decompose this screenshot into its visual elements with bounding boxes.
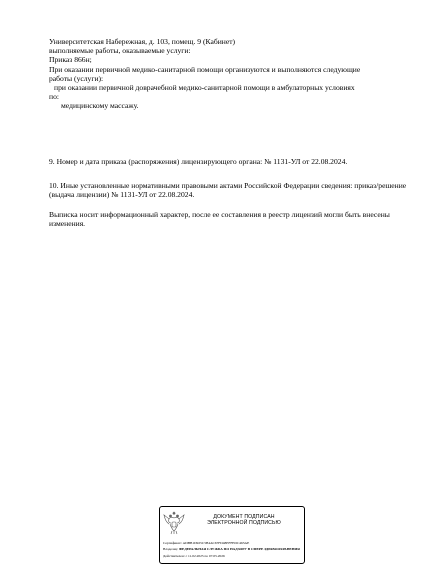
primary-care-line-2: работы (услуги): [49, 73, 104, 83]
stamp-details [163, 540, 305, 559]
owner-label: Владелец: [163, 547, 179, 552]
stamp-title-line-1: ДОКУМЕНТ ПОДПИСАН [213, 514, 275, 520]
disclaimer-note: Выписка носит информационный характер, после ее составления в реестр лицензий могли быть внесены изменения. [49, 210, 390, 229]
validity-label: Действителен: [163, 553, 185, 558]
owner-row [163, 546, 305, 552]
order-reference: Приказ 866н; [49, 55, 92, 65]
prehospital-care-line-2: по: [49, 92, 59, 102]
license-activity-block [49, 37, 409, 111]
service-item-massage: медицинскому массажу. [61, 101, 139, 111]
primary-care-line-1: При оказании первичной медико-санитарной помощи организуются и выполняются следующие [49, 64, 361, 74]
stamp-title-line-2: ЭЛЕКТРОННОЙ ПОДПИСЬЮ [207, 520, 281, 527]
double-headed-eagle-emblem-icon [163, 511, 185, 535]
section-9: 9. Номер и дата приказа (распоряжения) лицензирующего органа: № 1131-УЛ от 22.08.2024. [49, 157, 348, 166]
section-10: 10. Иные установленные нормативными правовыми актами Российской Федерации сведения: приказ/решение (выдача лицензии) № 1131-УЛ от 22.08.2024. [49, 181, 407, 200]
certificate-value: АDВВ1D925С5В4АС67FD48EFFEDС463АЕ [182, 541, 250, 545]
prehospital-care-line-1: при оказании первичной доврачебной медико-санитарной помощи в амбулаторных условиях [54, 83, 355, 93]
validity-value: с 11.02.2025 по 07.05.2026 [185, 553, 225, 558]
owner-value: ФЕДЕРАЛЬНАЯ СЛУЖБА ПО НАДЗОРУ В СФЕРЕ ЗДРАВООХРАНЕНИЯ [179, 547, 300, 552]
stamp-title [186, 514, 302, 527]
certificate-label: Сертификат: [163, 541, 182, 545]
validity-row [163, 553, 305, 559]
electronic-signature-stamp [159, 506, 305, 564]
works-services-label: выполняемые работы, оказываемые услуги: [49, 46, 191, 56]
address-line: Университетская Набережная, д. 103, помещ. 9 (Кабинет) [49, 37, 236, 46]
